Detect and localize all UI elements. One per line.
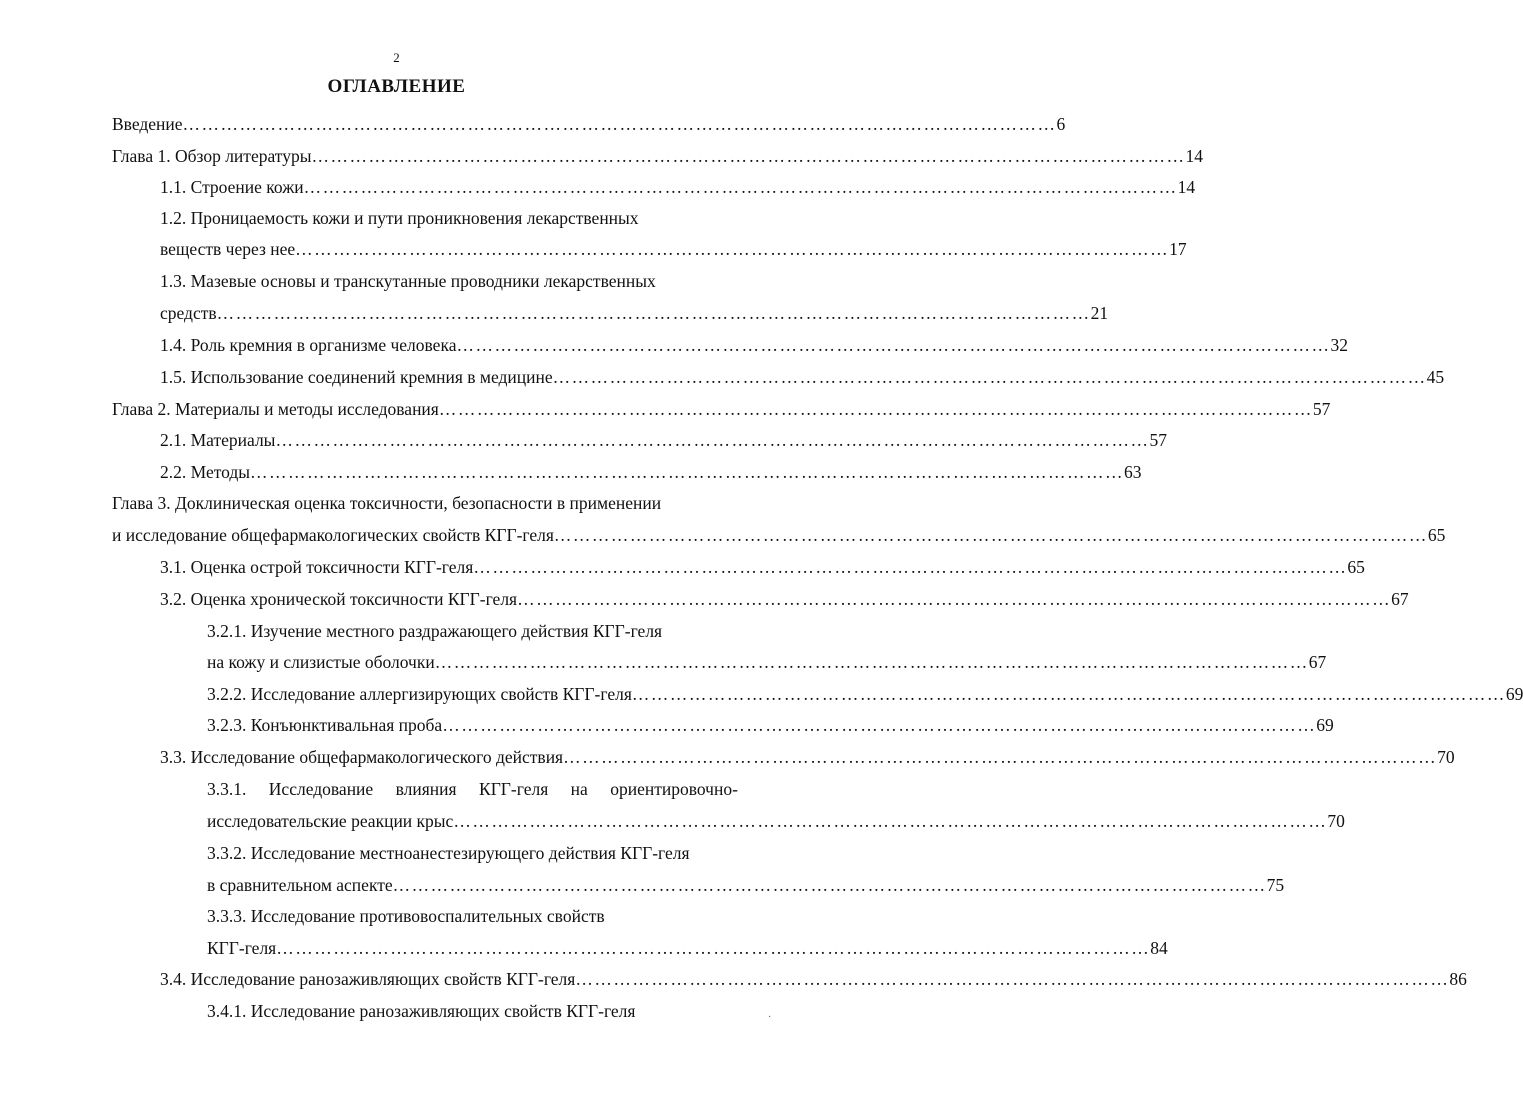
toc-entry-line[interactable]: 3.4.1. Исследование ранозаживляющих свойств КГГ-геля xyxy=(207,1001,636,1021)
toc-entry-line[interactable]: 3.3.3. Исследование противовоспалительных свойств xyxy=(207,906,605,926)
toc-entry[interactable]: Введение ………………………………………………………………………………………………………………………… 6 xyxy=(112,114,1066,134)
toc-word: Исследование xyxy=(268,779,374,799)
toc-entry[interactable]: КГГ-геля ………………………………………………………………………………………………………………………… 84 xyxy=(207,938,1168,958)
toc-entry[interactable]: на кожу и слизистые оболочки ………………………………………………………………………………………………………………………… 67 xyxy=(207,652,1327,672)
toc-word: на xyxy=(570,779,588,799)
toc-entry[interactable]: 2.2. Методы ………………………………………………………………………………………………………………………… 63 xyxy=(160,462,1142,482)
toc-entry-line[interactable]: Глава 3. Доклиническая оценка токсичности, безопасности в применении xyxy=(112,493,662,513)
toc-entry-text: и исследование общефармакологических свойств КГГ-геля xyxy=(112,525,554,545)
toc-entry-text: 1.4. Роль кремния в организме человека xyxy=(160,335,457,355)
toc-entry[interactable]: 3.2.2. Исследование аллергизирующих свойств КГГ-геля ………………………………………………………………………………………………………………………… 69 xyxy=(207,684,1523,704)
toc-entry-text: 3.2.2. Исследование аллергизирующих свойств КГГ-геля xyxy=(207,684,632,704)
toc-entry[interactable]: Глава 1. Обзор литературы ………………………………………………………………………………………………………………………… 14 xyxy=(112,146,1203,166)
toc-entry-page: 69 xyxy=(1505,684,1523,704)
toc-entry-page: 57 xyxy=(1149,430,1167,450)
page-number: 2 xyxy=(393,50,400,65)
toc-entry-page: 65 xyxy=(1347,557,1365,577)
toc-entry-text: средств xyxy=(160,303,217,323)
toc-entry-page: 70 xyxy=(1327,811,1345,831)
toc-entry-page: 84 xyxy=(1150,938,1168,958)
toc-entry-page: 70 xyxy=(1437,747,1455,767)
toc-entry-text: 3.3. Исследование общефармакологического действия xyxy=(160,747,564,767)
toc-word: 3.3.1. xyxy=(207,779,247,799)
toc-word: КГГ-геля xyxy=(479,779,549,799)
toc-entry-line[interactable]: 3.2.1. Изучение местного раздражающего действия КГГ-геля xyxy=(207,621,663,641)
toc-entry[interactable]: 3.1. Оценка острой токсичности КГГ-геля ………………………………………………………………………………………………………………………… 65 xyxy=(160,557,1365,577)
toc-entry-text: 1.1. Строение кожи xyxy=(160,177,304,197)
toc-entry[interactable]: 1.4. Роль кремния в организме человека ………………………………………………………………………………………………………………………… 32 xyxy=(160,335,1348,355)
toc-entry-text: на кожу и слизистые оболочки xyxy=(207,652,435,672)
toc-entry-text: 2.2. Методы xyxy=(160,462,251,482)
toc-entry-text: 3.2.3. Конъюнктивальная проба xyxy=(207,715,443,735)
toc-entry-page: 45 xyxy=(1426,367,1445,387)
toc-entry-page: 17 xyxy=(1169,239,1187,259)
toc-entry[interactable]: исследовательские реакции крыс ………………………………………………………………………………………………………………………… 70 xyxy=(207,811,1345,831)
toc-entry-text: 3.2. Оценка хронической токсичности КГГ-геля xyxy=(160,589,518,609)
toc-entry-text: Введение xyxy=(112,114,183,134)
toc-entry[interactable]: средств ………………………………………………………………………………………………………………………… 21 xyxy=(160,303,1109,323)
toc-entry-text: Глава 2. Материалы и методы исследования xyxy=(112,399,439,419)
toc-entry[interactable]: 3.4. Исследование ранозаживляющих свойств КГГ-геля ………………………………………………………………………………………………………………………… 86 xyxy=(160,969,1467,989)
toc-entry-line[interactable] xyxy=(207,778,738,800)
toc-entry[interactable]: в сравнительном аспекте ………………………………………………………………………………………………………………………… 75 xyxy=(207,875,1285,895)
toc-entry-text: Глава 1. Обзор литературы xyxy=(112,146,312,166)
toc-entry-text: веществ через нее xyxy=(160,239,296,259)
toc-entry-page: 21 xyxy=(1090,303,1109,323)
toc-entry-text: в сравнительном аспекте xyxy=(207,875,393,895)
toc-entry-line[interactable]: 3.3.2. Исследование местноанестезирующего действия КГГ-геля xyxy=(207,843,690,863)
toc-entry[interactable]: 2.1. Материалы ………………………………………………………………………………………………………………………… 57 xyxy=(160,430,1167,450)
toc-entry-page: 14 xyxy=(1185,146,1203,166)
toc-entry-page: 6 xyxy=(1056,114,1066,134)
toc-entry-page: 67 xyxy=(1391,589,1409,609)
toc-entry[interactable]: 1.5. Использование соединений кремния в медицине ………………………………………………………………………………………………………………………… 45 xyxy=(160,367,1445,387)
toc-entry-page: 67 xyxy=(1308,652,1327,672)
toc-word: ориентировочно- xyxy=(610,779,738,799)
toc-entry-page: 32 xyxy=(1330,335,1348,355)
toc-entry-text: КГГ-геля xyxy=(207,938,277,958)
toc-entry-text: 2.1. Материалы xyxy=(160,430,276,450)
toc-entry-text: 3.4. Исследование ранозаживляющих свойств КГГ-геля xyxy=(160,969,576,989)
toc-entry-page: 14 xyxy=(1177,177,1196,197)
toc-entry-page: 75 xyxy=(1266,875,1285,895)
toc-entry-text: 1.5. Использование соединений кремния в медицине xyxy=(160,367,553,387)
toc-entry[interactable]: веществ через нее ………………………………………………………………………………………………………………………… 17 xyxy=(160,239,1187,259)
toc-entry-line[interactable]: 1.3. Мазевые основы и транскутанные проводники лекарственных xyxy=(160,271,656,291)
toc-entry-text: исследовательские реакции крыс xyxy=(207,811,454,831)
toc-entry-page: 69 xyxy=(1316,715,1334,735)
toc-entry[interactable]: Глава 2. Материалы и методы исследования ………………………………………………………………………………………………………………………… 57 xyxy=(112,399,1331,419)
toc-entry-text: 3.1. Оценка острой токсичности КГГ-геля xyxy=(160,557,474,577)
toc-entry-page: 86 xyxy=(1449,969,1467,989)
toc-entry-page: 65 xyxy=(1427,525,1446,545)
toc-entry-page: 57 xyxy=(1312,399,1331,419)
page-title: ОГЛАВЛЕНИЕ xyxy=(327,76,466,97)
toc-entry[interactable]: 3.3. Исследование общефармакологического действия ………………………………………………………………………………………………………………………… 70 xyxy=(160,747,1455,767)
toc-entry-page: 63 xyxy=(1124,462,1142,482)
toc-entry[interactable]: и исследование общефармакологических свойств КГГ-геля ………………………………………………………………………………………………………………………… 65 xyxy=(112,525,1446,545)
toc-entry-line[interactable]: 1.2. Проницаемость кожи и пути проникновения лекарственных xyxy=(160,208,639,228)
toc-entry[interactable]: 3.2.3. Конъюнктивальная проба ………………………………………………………………………………………………………………………… 69 xyxy=(207,715,1334,735)
scan-speck: · xyxy=(768,1012,772,1023)
toc-entry[interactable]: 3.2. Оценка хронической токсичности КГГ-геля ………………………………………………………………………………………………………………………… 67 xyxy=(160,589,1409,609)
toc-word: влияния xyxy=(395,779,457,799)
toc-entry[interactable]: 1.1. Строение кожи ………………………………………………………………………………………………………………………… 14 xyxy=(160,177,1196,197)
